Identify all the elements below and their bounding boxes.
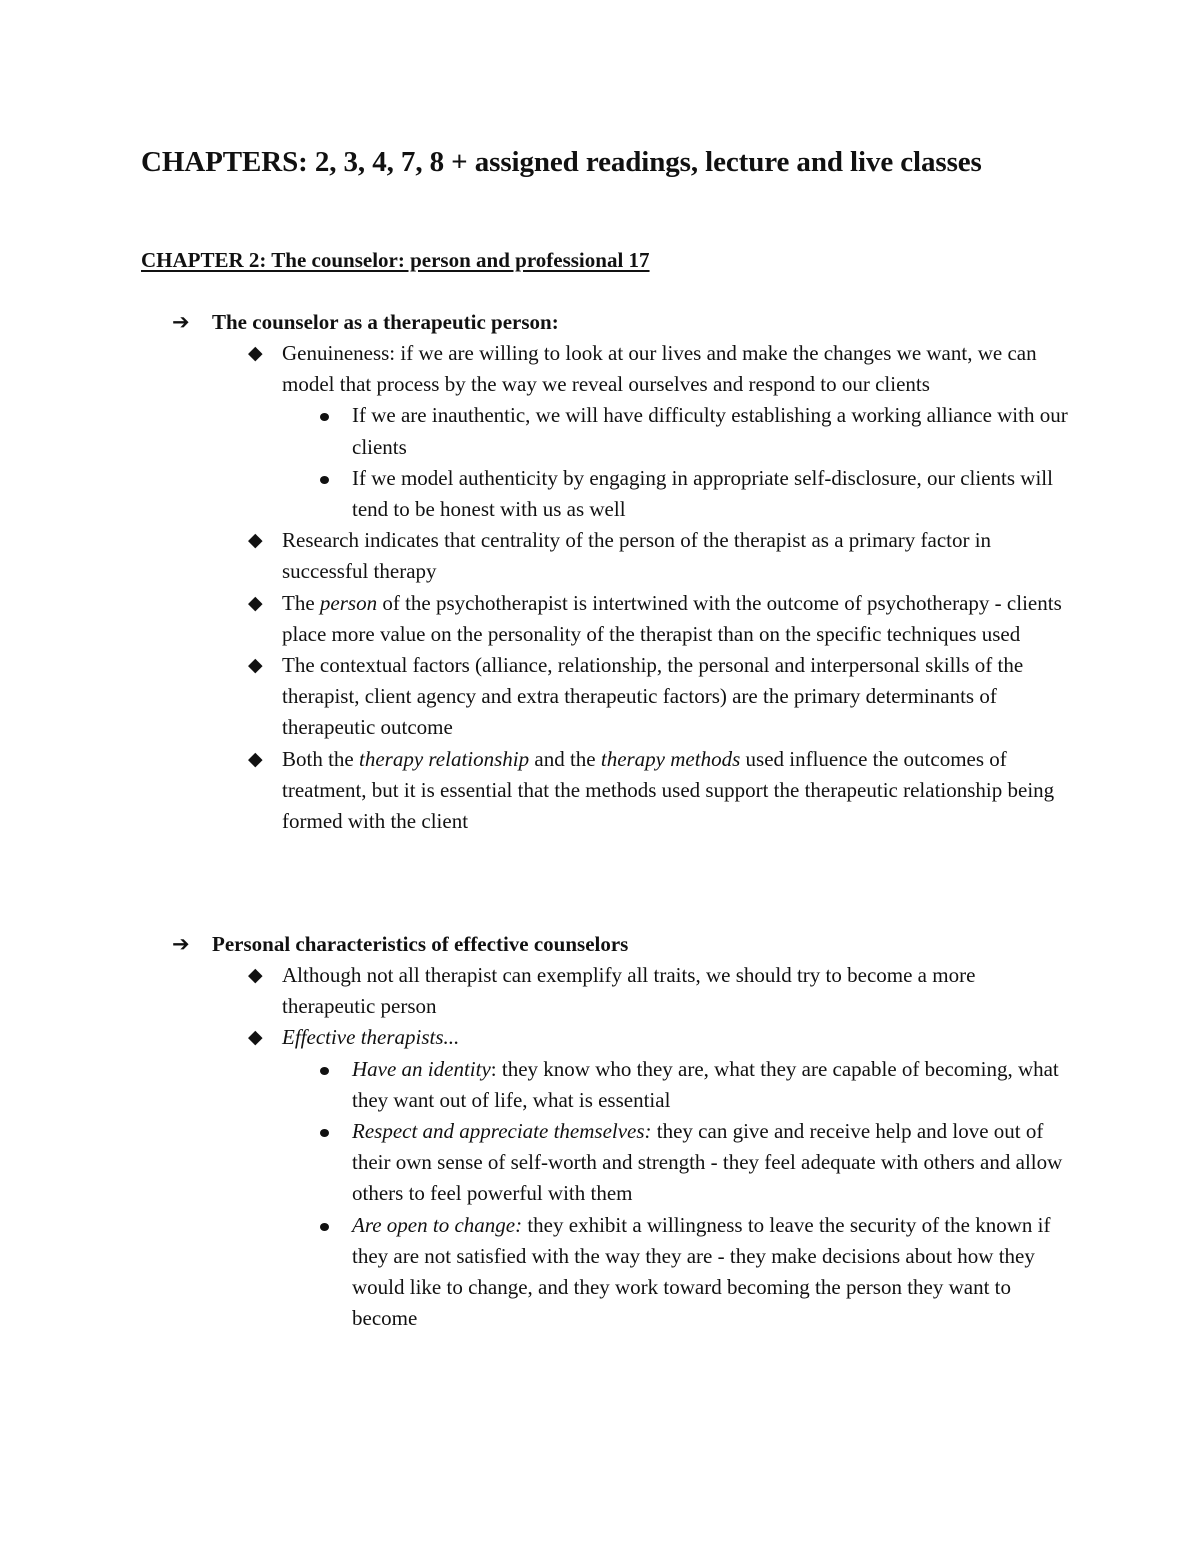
section-therapeutic-person	[0, 307, 1200, 837]
list-item	[0, 960, 1200, 1022]
list-item-emphasis: person	[319, 590, 378, 615]
arrow-right-icon: ➔	[172, 310, 190, 334]
list-item	[0, 338, 1200, 400]
diamond-bullet-icon: ◆	[248, 591, 263, 614]
document-title: CHAPTERS: 2, 3, 4, 7, 8 + assigned readings, lecture and live classes	[141, 146, 982, 178]
list-item-text: Research indicates that centrality of the person of the therapist as a primary factor in successful therapy	[282, 528, 992, 584]
round-bullet-icon	[320, 1223, 329, 1231]
list-item	[0, 525, 1200, 587]
sub-list-item-text: If we are inauthentic, we will have difficulty establishing a working alliance with our clients	[352, 403, 1068, 459]
sub-list-item	[0, 463, 1200, 525]
diamond-bullet-icon: ◆	[248, 964, 263, 986]
section-effective-counselors	[0, 929, 1200, 1334]
section-heading-text: Personal characteristics of effective counselors	[212, 932, 629, 956]
chapter-heading: CHAPTER 2: The counselor: person and professional 17	[141, 248, 650, 272]
list-item	[0, 588, 1200, 650]
sub-list-item-text: they exhibit a willingness to leave the security of the known if they are not satisfied with the way they are - they make decisions about how they would like to change, and they work toward becoming the person they want to become	[352, 1212, 1051, 1331]
list-item-text: Although not all therapist can exemplify all traits, we should try to become a more therapeutic person	[282, 963, 976, 1019]
list-item-text-end: used influence the outcomes of treatment, but it is essential that the methods used support the therapeutic relationship being formed with the client	[282, 746, 1055, 834]
sub-list-item-text: If we model authenticity by engaging in appropriate self-disclosure, our clients will tend to be honest with us as well	[352, 465, 1053, 522]
section-heading	[0, 929, 1200, 960]
list-item	[0, 744, 1200, 838]
list-item	[0, 650, 1200, 744]
list-item-text: Genuineness: if we are willing to look at our lives and make the changes we want, we can model that process by the way we reveal ourselves and respond to our clients	[282, 341, 1037, 397]
list-item-text-end: of the psychotherapist is intertwined with the outcome of psychotherapy - clients place more value on the personality of the therapist than on the specific techniques used	[282, 590, 1062, 646]
section-heading	[0, 307, 1200, 338]
list-item-emphasis: Effective therapists...	[282, 1025, 460, 1050]
diamond-bullet-icon: ◆	[248, 654, 263, 677]
sub-list-item-emphasis: Respect and appreciate themselves:	[352, 1119, 652, 1144]
round-bullet-icon	[320, 476, 329, 484]
list-item-emphasis: therapy methods	[600, 746, 741, 771]
list-item-text-middle: and the	[529, 746, 601, 771]
list-item-emphasis: therapy relationship	[359, 746, 530, 771]
sub-list-item-text: : they know who they are, what they are capable of becoming, what they want out of life, what is essential	[352, 1056, 1059, 1112]
list-item-text-start: The	[282, 590, 320, 615]
sub-list-item-emphasis: Are open to change:	[352, 1212, 523, 1237]
section-heading-text: The counselor as a therapeutic person:	[212, 310, 559, 334]
diamond-bullet-icon: ◆	[248, 342, 263, 364]
round-bullet-icon	[320, 1129, 329, 1137]
sub-list-item-text: they can give and receive help and love out of their own sense of self-worth and strength - they feel adequate with others and allow others to feel powerful with them	[352, 1119, 1063, 1206]
sub-list-item-emphasis: Have an identity	[352, 1056, 491, 1081]
diamond-bullet-icon: ◆	[248, 747, 263, 770]
diamond-bullet-icon: ◆	[248, 1026, 263, 1049]
list-item	[0, 1022, 1200, 1053]
round-bullet-icon	[320, 1067, 329, 1075]
sub-list-item	[0, 1054, 1200, 1116]
sub-list-item	[0, 1116, 1200, 1210]
sub-list-item	[0, 1210, 1200, 1335]
arrow-right-icon: ➔	[172, 932, 190, 956]
round-bullet-icon	[320, 413, 329, 421]
list-item-text-start: Both the	[282, 746, 359, 771]
diamond-bullet-icon: ◆	[248, 529, 263, 552]
list-item-text: The contextual factors (alliance, relationship, the personal and interpersonal skills of the therapist, client agency and extra therapeutic factors) are the primary determinants of therapeutic outcome	[282, 653, 1024, 740]
sub-list-item	[0, 400, 1200, 462]
